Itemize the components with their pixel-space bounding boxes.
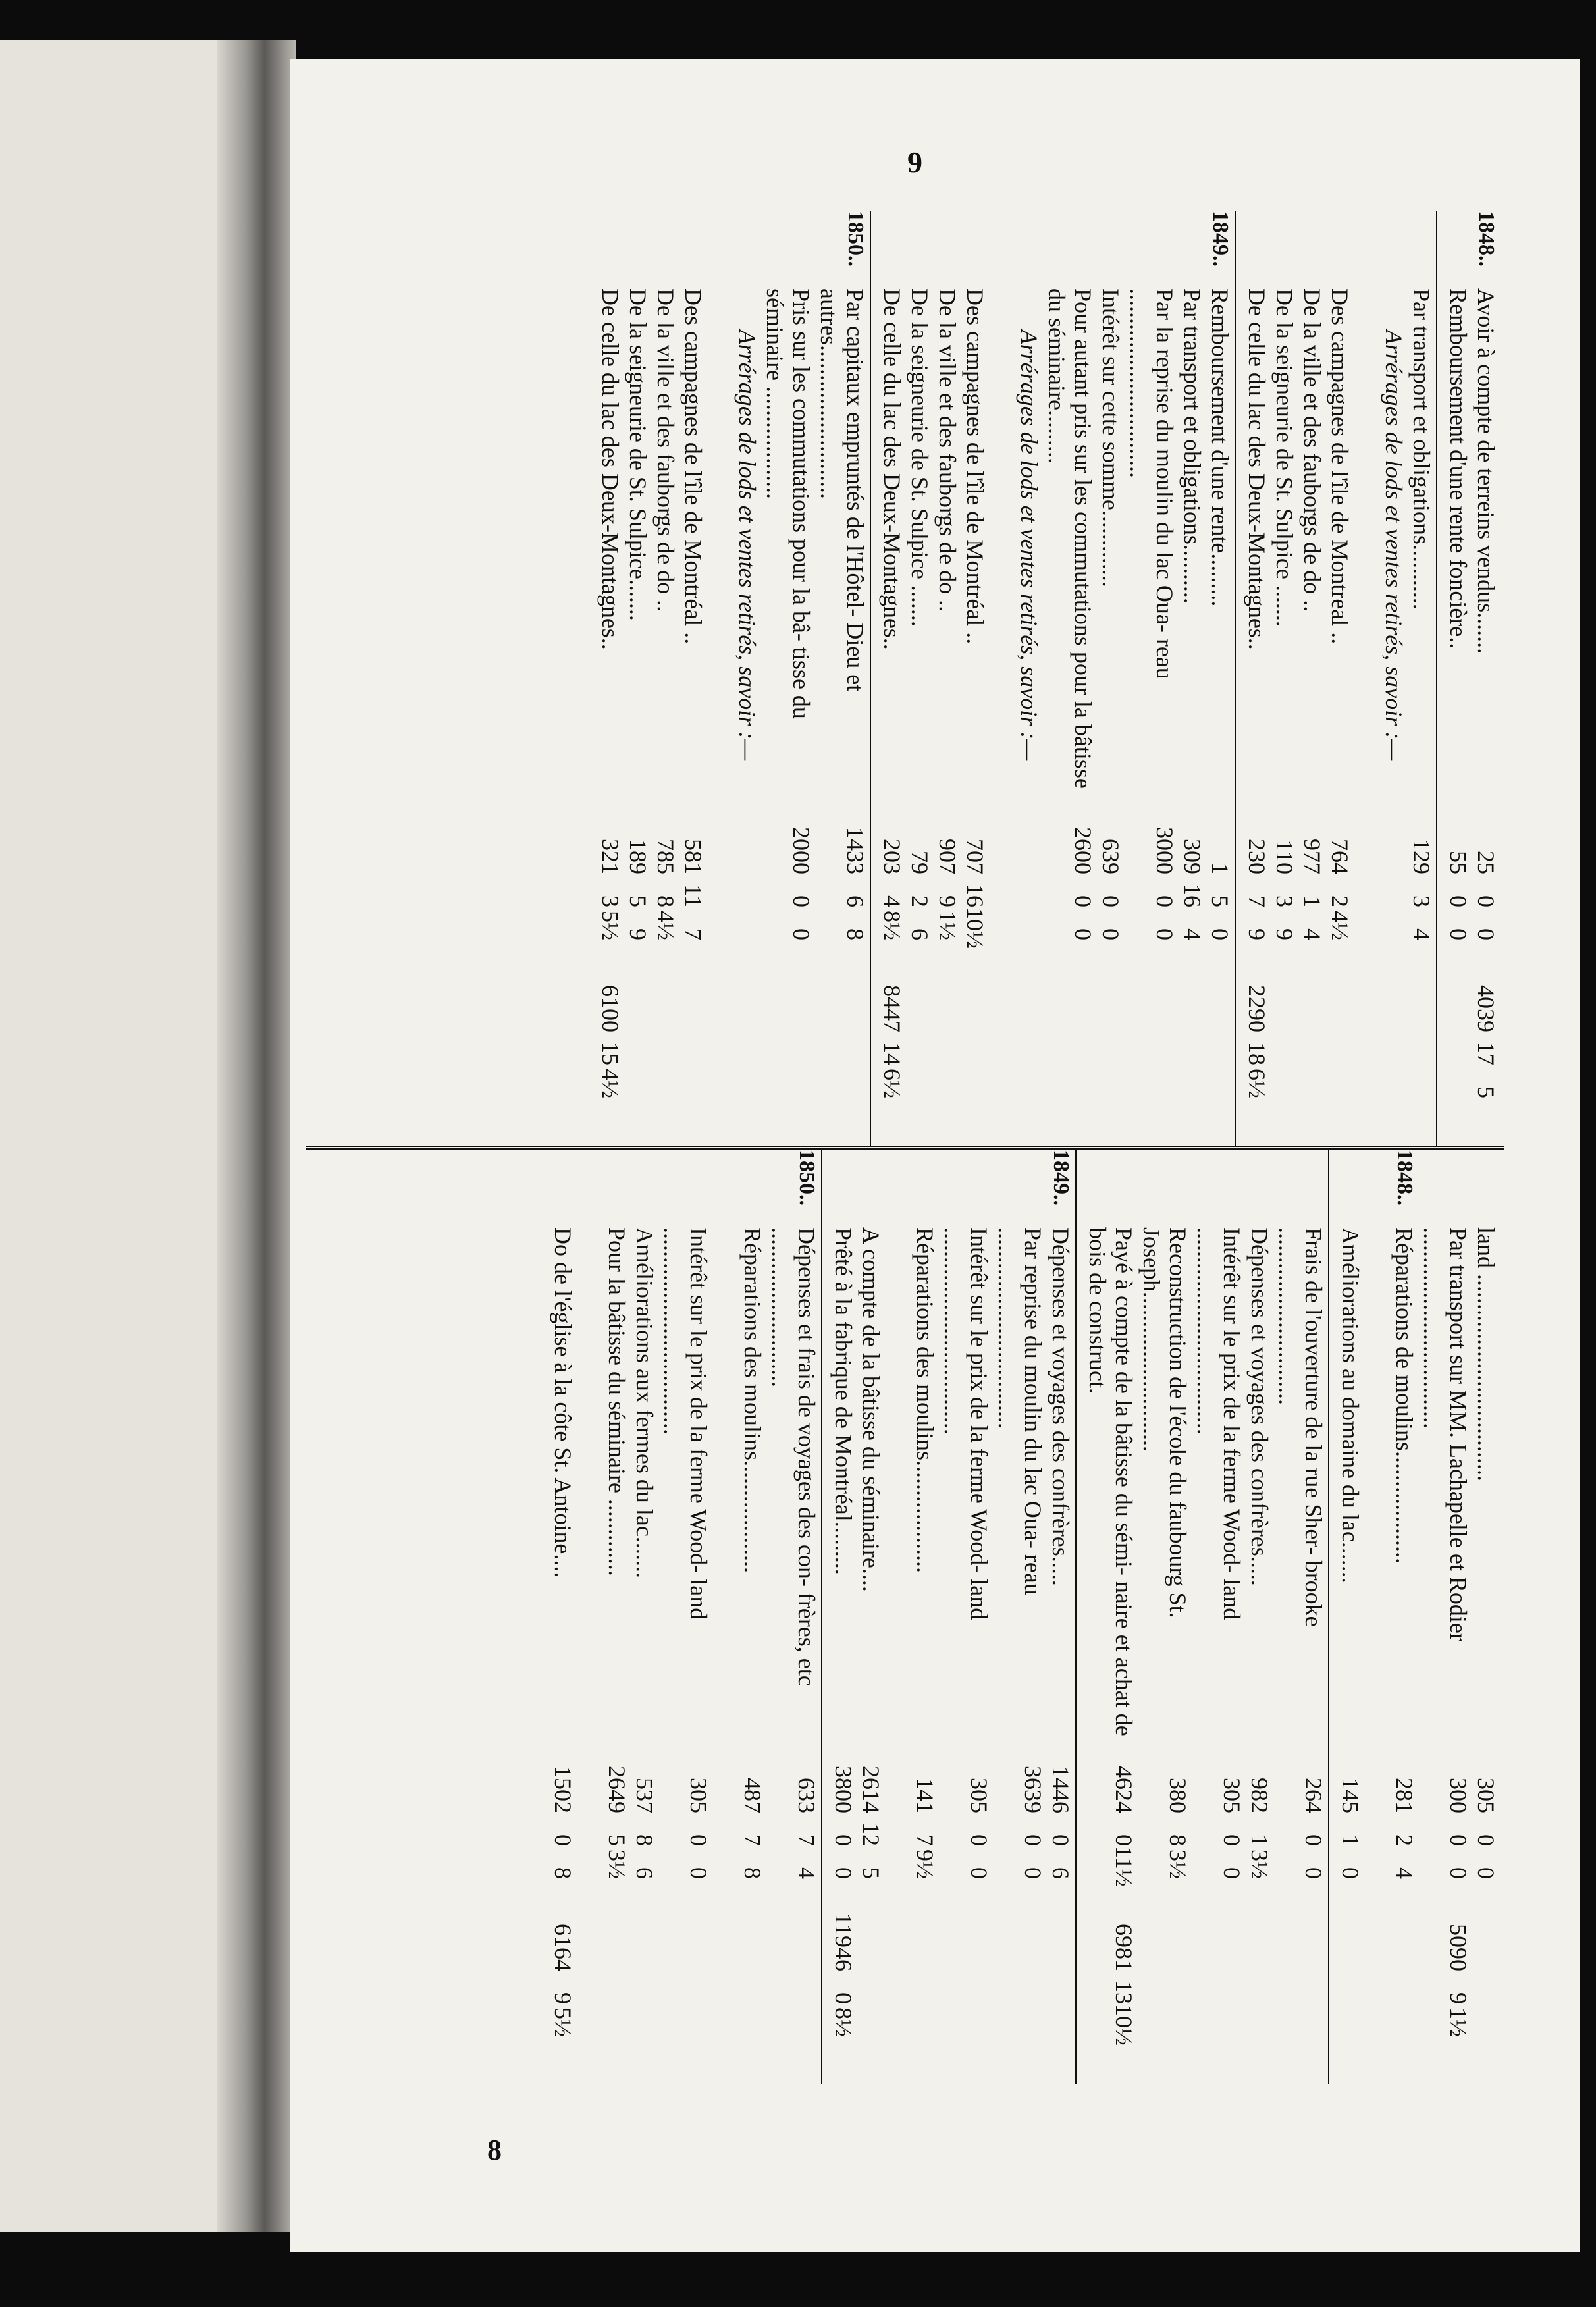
ledger-row <box>1246 1150 1273 2084</box>
ledger-cell-total: 5090 <box>1445 1924 1472 1971</box>
ledger-row <box>680 211 706 1146</box>
ledger-cell-s1: 0 <box>1473 895 1499 907</box>
ledger-row <box>940 1150 992 2084</box>
ledger-cell-amt: 707 <box>962 839 988 874</box>
ledger-cell-amt: 141 <box>912 1778 938 1813</box>
ledger-cell-desc: Intérêt sur le prix de la ferme Wood- land ................................... <box>659 1227 712 1620</box>
ledger-cell-desc: Reconstruction de l'école du faubourg St. Joseph........................... <box>1138 1227 1191 1618</box>
ledger-cell-t1: 18 <box>1244 1042 1270 1065</box>
ledger-cell-s2: 0 <box>685 1867 712 1879</box>
ledger-cell-s2: 9 <box>1244 928 1270 940</box>
page-number-right: 9 <box>907 146 922 179</box>
ledger-cell-s1: 0 <box>1098 895 1124 907</box>
page-gutter <box>217 40 296 2232</box>
ledger-row <box>1016 211 1042 1146</box>
ledger-cell-total: 4039 <box>1473 985 1499 1032</box>
ledger-cell-t1: 9 <box>550 1992 576 2004</box>
ledger-cell-amt: 55 <box>1445 851 1472 874</box>
ledger-cell-s2: 9 <box>1271 928 1298 940</box>
ledger-cell-s2: 7 <box>680 928 706 940</box>
ledger-row <box>1044 211 1096 1146</box>
ledger-cell-t1: 17 <box>1473 1042 1499 1065</box>
ledger-cell-s1: 0 <box>788 895 814 907</box>
ledger-cell-s2: 9½ <box>912 1849 938 1879</box>
ledger-cell-s1: 8 <box>631 1834 658 1846</box>
ledger-row <box>912 1150 938 2084</box>
ledger-cell-desc: Réparations des moulins................... <box>739 1227 766 1573</box>
ledger-cell-s2: 4½ <box>1327 911 1353 940</box>
ledger-cell-desc: De la ville et des fauborgs de do .. <box>934 288 961 612</box>
ledger-cell-desc: Payé à compte de la bâtisse du sémi- naire et achat de bois de construct. <box>1084 1227 1137 1736</box>
ledger-cell-desc: Pris sur les commutations pour la bâ- tisse du séminaire ................... <box>762 288 814 719</box>
ledger-cell-s1: 2 <box>1391 1834 1418 1846</box>
ledger-table <box>306 211 1504 2081</box>
ledger-row <box>1138 1150 1191 2084</box>
ledger-row <box>1381 211 1407 1146</box>
ledger-cell-s1: 0 <box>1020 1834 1046 1846</box>
ledger-cell-desc: Frais de l'ouverture de la rue Sher- brooke .............................. <box>1274 1227 1327 1627</box>
ledger-row <box>767 1150 820 2084</box>
ledger-cell-desc <box>1016 283 1042 802</box>
ledger-row <box>1098 211 1124 1146</box>
ledger-cell-year: 1848.. <box>1474 211 1499 267</box>
ledger-cell-s1: 0 <box>1445 1834 1472 1846</box>
ledger-cell-s1: 0 <box>1070 895 1096 907</box>
ledger-cell-desc: Do de l'église à la côte St. Antoine.... <box>550 1227 576 1578</box>
ledger-cell-s1: 0 <box>1111 1834 1137 1846</box>
ledger-row <box>1391 1150 1418 2084</box>
ledger-cell-s2: 0 <box>1070 928 1096 940</box>
ledger-cell-amt: 2614 <box>858 1766 884 1813</box>
ledger-cell-amt: 189 <box>625 839 651 874</box>
ledger-cell-t1: 14 <box>879 1042 905 1065</box>
ledger-cell-s1: 0 <box>550 1834 576 1846</box>
ledger-cell-desc: Améliorations aux fermes du lac....... <box>631 1227 658 1578</box>
ledger-cell-total: 8447 <box>879 985 905 1032</box>
ledger-cell-amt: 305 <box>966 1778 992 1813</box>
ledger-row <box>1445 211 1472 1146</box>
ledger-cell-s2: 0 <box>1207 928 1233 940</box>
ledger-row <box>1207 211 1233 1146</box>
ledger-cell-amt: 785 <box>652 839 679 874</box>
ledger-cell-desc: Pour autant pris sur les commutations pour la bâtisse du séminaire......... <box>1044 288 1096 789</box>
ledger-cell-desc: Réparations des moulins................... <box>912 1227 938 1573</box>
ledger-row <box>1473 211 1499 1146</box>
ledger-cell-desc: Des campagnes de l'île de Montréal .. <box>680 288 706 645</box>
ledger-cell-amt: 3000 <box>1152 827 1178 874</box>
ledger-cell-amt: 79 <box>907 851 933 874</box>
ledger-cell-s1: 7 <box>912 1834 938 1846</box>
ledger-cell-desc: Intérêt sur le prix de la ferme Wood- land ................................... <box>1192 1227 1245 1620</box>
ledger-cell-t2: 4½ <box>597 1069 624 1098</box>
ledger-cell-amt: 25 <box>1473 851 1499 874</box>
ledger-cell-s1: 3 <box>597 895 624 907</box>
ledger-cell-desc: Remboursement d'une rente......... <box>1207 288 1233 607</box>
ledger-cell-desc: Intérêt sur le prix de la ferme Wood- land ................................... <box>940 1227 992 1620</box>
ledger-cell-t2: 1½ <box>1445 2007 1472 2037</box>
ledger-row <box>994 1150 1046 2084</box>
ledger-cell-amt: 487 <box>739 1778 766 1813</box>
page-number-left: 8 <box>487 2134 502 2166</box>
ledger-cell-s2: 0 <box>830 1867 857 1879</box>
ledger-cell-desc: De la ville et des fauborgs de do .. <box>652 288 679 612</box>
ledger-cell-total: 6981 <box>1111 1924 1137 1971</box>
ledger-cell-amt: 537 <box>631 1778 658 1813</box>
left-page <box>0 40 230 2232</box>
ledger-row <box>1299 211 1325 1146</box>
ledger-cell-amt: 305 <box>1473 1778 1499 1813</box>
ledger-cell-t2: 5½ <box>550 2007 576 2037</box>
ledger-cell-s1: 4 <box>879 895 905 907</box>
ledger-cell-s1: 11 <box>680 884 706 907</box>
ledger-cell-s2: 6 <box>1048 1867 1074 1879</box>
ledger-cell-s1: 5 <box>625 895 651 907</box>
ledger-cell-amt: 1502 <box>550 1766 576 1813</box>
ledger-cell-s1: 0 <box>830 1834 857 1846</box>
ledger-cell-total: 2290 <box>1244 985 1270 1032</box>
ledger-cell-s2: 0 <box>1445 928 1472 940</box>
ledger-cell-amt: 2000 <box>788 827 814 874</box>
ledger-cell-desc: Prêté à la fabrique de Montréal......... <box>830 1227 857 1575</box>
section-rule <box>1075 1150 1077 2084</box>
ledger-cell-desc: De la seigneurie de St. Sulpice ....... <box>1271 288 1298 627</box>
ledger-cell-desc: De la seigneurie de St. Sulpice....... <box>625 288 651 621</box>
ledger-cell-desc: Par la reprise du moulin du lac Oua- reau ................................ <box>1125 288 1178 679</box>
ledger-row <box>1327 211 1353 1146</box>
ledger-cell-s1: 3 <box>1408 895 1435 907</box>
ledger-row <box>830 1150 857 2084</box>
ledger-cell-year: 1849.. <box>1049 1150 1073 1206</box>
ledger-cell-s1: 1 <box>1299 895 1325 907</box>
ledger-italic-heading: Arrérages de lods et ventes retirés, savoir :— <box>1016 329 1042 761</box>
ledger-cell-s2: 0 <box>1020 1867 1046 1879</box>
ledger-cell-desc: land ................................... <box>1473 1227 1499 1481</box>
ledger-cell-desc: Par transport et obligations.......... <box>1179 288 1206 604</box>
ledger-cell-amt: 633 <box>793 1778 820 1813</box>
ledger-expenses-column <box>306 1146 1504 2084</box>
ledger-cell-s1: 0 <box>966 1834 992 1846</box>
section-rule <box>1328 1150 1329 2084</box>
ledger-cell-desc: A compte de la bâtisse du séminaire.... <box>858 1227 884 1592</box>
ledger-cell-s2: 8 <box>842 928 868 940</box>
ledger-row <box>1244 211 1270 1146</box>
ledger-cell-s2: 6 <box>907 928 933 940</box>
ledger-cell-s2: 0 <box>966 1867 992 1879</box>
ledger-cell-amt: 1446 <box>1048 1766 1074 1813</box>
ledger-cell-t1: 15 <box>597 1042 624 1065</box>
ledger-cell-s2: 6 <box>631 1867 658 1879</box>
ledger-cell-desc: Par transport sur MM. Lachapelle et Rodier .................................. <box>1419 1227 1472 1641</box>
ledger-row <box>631 1150 658 2084</box>
ledger-cell-s1: 2 <box>1327 895 1353 907</box>
ledger-cell-amt: 264 <box>1300 1778 1327 1813</box>
ledger-cell-amt: 639 <box>1098 839 1124 874</box>
ledger-cell-s2: 11½ <box>1111 1846 1137 1887</box>
ledger-cell-s2: 0 <box>1337 1867 1364 1879</box>
ledger-cell-s1: 0 <box>1473 1834 1499 1846</box>
ledger-cell-year: 1849.. <box>1208 211 1233 267</box>
ledger-cell-s1: 0 <box>1219 1834 1245 1846</box>
ledger-cell-s2: 1½ <box>934 911 961 940</box>
ledger-cell-t1: 13 <box>1111 1980 1137 2004</box>
ledger-cell-desc: De la ville et des fauborgs de do .. <box>1299 288 1325 612</box>
ledger-row <box>604 1150 630 2084</box>
ledger-cell-desc: Pour la bâtisse du séminaire ............. <box>604 1227 630 1576</box>
ledger-cell-s2: 0 <box>1473 1867 1499 1879</box>
ledger-row <box>1192 1150 1245 2084</box>
ledger-row <box>879 211 905 1146</box>
ledger-cell-desc: De celle du lac des Deux-Montagnes.. <box>1244 288 1270 650</box>
ledger-cell-s1: 16 <box>962 884 988 907</box>
ledger-cell-amt: 982 <box>1246 1778 1273 1813</box>
ledger-row <box>1271 211 1298 1146</box>
ledger-cell-s2: 0 <box>1445 1867 1472 1879</box>
ledger-cell-s1: 7 <box>739 1834 766 1846</box>
ledger-cell-desc <box>1381 283 1407 802</box>
ledger-cell-amt: 230 <box>1244 839 1270 874</box>
ledger-cell-desc: Avoir à compte de terreins vendus....... <box>1473 288 1499 654</box>
ledger-row <box>597 211 624 1146</box>
ledger-row <box>907 211 933 1146</box>
ledger-cell-desc: Par reprise du moulin du lac Oua- reau .................................. <box>994 1227 1046 1595</box>
section-rule <box>821 1150 822 2084</box>
ledger-cell-s1: 7 <box>1244 895 1270 907</box>
ledger-cell-t1: 0 <box>830 1992 857 2004</box>
ledger-cell-s1: 16 <box>1179 884 1206 907</box>
ledger-italic-heading: Arrérages de lods et ventes retirés, savoir :— <box>734 329 760 761</box>
ledger-cell-s2: 9 <box>625 928 651 940</box>
ledger-cell-amt: 305 <box>685 1778 712 1813</box>
ledger-cell-s1: 8 <box>1165 1834 1191 1846</box>
ledger-cell-desc: Dépenses et frais de voyages des con- frères, etc ........................... <box>767 1227 820 1686</box>
ledger-cell-desc: Améliorations au domaine du lac....... <box>1337 1227 1364 1583</box>
ledger-cell-desc: De la seigneurie de St. Sulpice ....... <box>907 288 933 627</box>
ledger-cell-amt: 203 <box>879 839 905 874</box>
ledger-row <box>550 1150 576 2084</box>
ledger-cell-s1: 2 <box>907 895 933 907</box>
ledger-cell-desc <box>734 283 760 802</box>
ledger-receipts-column <box>306 211 1504 1146</box>
ledger-cell-desc: Réparations de moulins................... <box>1391 1227 1418 1564</box>
ledger-cell-amt: 309 <box>1179 839 1206 874</box>
ledger-row <box>762 211 814 1146</box>
ledger-cell-s1: 3 <box>1271 895 1298 907</box>
ledger-cell-amt: 2600 <box>1070 827 1096 874</box>
ledger-cell-year: 1848.. <box>1393 1150 1417 1206</box>
ledger-cell-desc: Des campagnes de l'île de Montréal .. <box>962 288 988 645</box>
ledger-row <box>1084 1150 1137 2084</box>
ledger-cell-total: 6164 <box>550 1924 576 1971</box>
ledger-cell-year: 1850.. <box>843 211 868 267</box>
section-rule <box>1235 211 1236 1146</box>
ledger-cell-s1: 9 <box>934 895 961 907</box>
ledger-cell-s2: 4 <box>1408 928 1435 940</box>
ledger-cell-desc: Remboursement d'une rente foncière.. <box>1445 288 1472 649</box>
ledger-cell-s1: 8 <box>652 895 679 907</box>
ledger-cell-amt: 281 <box>1391 1778 1418 1813</box>
ledger-row <box>652 211 679 1146</box>
ledger-row <box>858 1150 884 2084</box>
ledger-cell-s2: 8½ <box>879 911 905 940</box>
ledger-cell-amt: 4624 <box>1111 1766 1137 1813</box>
ledger-cell-desc: Par capitaux empruntés de l'Hôtel- Dieu et autres.......................... <box>816 288 868 692</box>
ledger-cell-amt: 380 <box>1165 1778 1191 1813</box>
ledger-cell-s2: 8 <box>550 1867 576 1879</box>
ledger-cell-amt: 581 <box>680 839 706 874</box>
ledger-cell-t2: 6½ <box>879 1069 905 1098</box>
ledger-row <box>934 211 961 1146</box>
ledger-cell-amt: 1433 <box>842 827 868 874</box>
ledger-cell-s2: 0 <box>1152 928 1178 940</box>
ledger-cell-s1: 0 <box>1300 1834 1327 1846</box>
ledger-cell-s1: 5 <box>1207 895 1233 907</box>
ledger-row <box>739 1150 766 2084</box>
ledger-cell-desc: Des campagnes de l'île de Montreal .. <box>1327 288 1353 645</box>
ledger-cell-desc: Intérêt sur cette somme............. <box>1098 288 1124 587</box>
ledger-row <box>962 211 988 1146</box>
ledger-cell-s2: 3½ <box>1246 1849 1273 1879</box>
ledger-row <box>1274 1150 1327 2084</box>
ledger-cell-desc: Par transport et obligations........... <box>1408 288 1435 610</box>
ledger-cell-amt: 321 <box>597 839 624 874</box>
ledger-cell-s2: 4½ <box>652 911 679 940</box>
ledger-row <box>1337 1150 1364 2084</box>
ledger-row <box>1408 211 1435 1146</box>
ledger-cell-total: 11946 <box>830 1913 857 1971</box>
ledger-cell-s2: 4 <box>1391 1867 1418 1879</box>
ledger-cell-total: 6100 <box>597 985 624 1032</box>
ledger-cell-s2: 0 <box>788 928 814 940</box>
ledger-cell-t1: 9 <box>1445 1992 1472 2004</box>
ledger-row <box>1419 1150 1472 2084</box>
ledger-cell-s2: 4 <box>1299 928 1325 940</box>
ledger-cell-amt: 2649 <box>604 1766 630 1813</box>
ledger-cell-s2: 0 <box>1300 1867 1327 1879</box>
section-rule <box>870 211 871 1146</box>
ledger-cell-amt: 764 <box>1327 839 1353 874</box>
ledger-cell-s1: 0 <box>1445 895 1472 907</box>
ledger-cell-s2: 3½ <box>604 1849 630 1879</box>
ledger-cell-amt: 3800 <box>830 1766 857 1813</box>
ledger-cell-amt: 907 <box>934 839 961 874</box>
ledger-row <box>1048 1150 1074 2084</box>
ledger-cell-s1: 6 <box>842 895 868 907</box>
ledger-cell-s2: 0 <box>1219 1867 1245 1879</box>
ledger-cell-s2: 3½ <box>1165 1849 1191 1879</box>
ledger-cell-s2: 0 <box>1098 928 1124 940</box>
ledger-cell-t2: 10½ <box>1111 2004 1137 2046</box>
ledger-cell-amt: 129 <box>1408 839 1435 874</box>
ledger-cell-s1: 12 <box>858 1822 884 1846</box>
ledger-row <box>659 1150 712 2084</box>
ledger-cell-amt: 305 <box>1219 1778 1245 1813</box>
ledger-cell-s2: 5 <box>858 1867 884 1879</box>
ledger-italic-heading: Arrérages de lods et ventes retirés, savoir :— <box>1381 329 1407 761</box>
ledger-row <box>1473 1150 1499 2084</box>
ledger-cell-amt: 300 <box>1445 1778 1472 1813</box>
ledger-row <box>734 211 760 1146</box>
ledger-cell-amt: 977 <box>1299 839 1325 874</box>
ledger-cell-desc: Dépenses et voyages des confrères..... <box>1246 1227 1273 1586</box>
ledger-cell-s1: 1 <box>1246 1834 1273 1846</box>
ledger-cell-s2: 10½ <box>962 907 988 949</box>
ledger-cell-s1: 5 <box>604 1834 630 1846</box>
ledger-cell-desc: Dépenses et voyages des confrères..... <box>1048 1227 1074 1586</box>
ledger-cell-desc: De celle du lac des Deux-Montagnes.. <box>879 288 905 650</box>
ledger-cell-amt: 3639 <box>1020 1766 1046 1813</box>
ledger-cell-s1: 0 <box>1152 895 1178 907</box>
ledger-cell-s1: 0 <box>1048 1834 1074 1846</box>
ledger-cell-t2: 6½ <box>1244 1069 1270 1098</box>
ledger-cell-s2: 4 <box>1179 928 1206 940</box>
ledger-cell-s2: 8 <box>739 1867 766 1879</box>
ledger-cell-s2: 0 <box>1473 928 1499 940</box>
ledger-cell-s2: 5½ <box>597 911 624 940</box>
ledger-cell-s2: 4 <box>793 1867 820 1879</box>
ledger-cell-desc: De celle du lac des Deux-Montagnes.. <box>597 288 624 650</box>
ledger-row <box>625 211 651 1146</box>
ledger-cell-s1: 0 <box>685 1834 712 1846</box>
section-rule <box>1436 211 1437 1146</box>
ledger-cell-amt: 145 <box>1337 1778 1364 1813</box>
ledger-cell-s1: 1 <box>1337 1834 1364 1846</box>
ledger-row <box>1125 211 1178 1146</box>
ledger-cell-amt: 1 <box>1207 862 1233 874</box>
ledger-cell-t2: 5 <box>1473 1086 1499 1098</box>
ledger-cell-year: 1850.. <box>795 1150 819 1206</box>
ledger-cell-amt: 110 <box>1271 839 1298 874</box>
ledger-row <box>1179 211 1206 1146</box>
ledger-cell-t2: 8½ <box>830 2007 857 2037</box>
ledger-row <box>816 211 868 1146</box>
ledger-cell-s1: 7 <box>793 1834 820 1846</box>
